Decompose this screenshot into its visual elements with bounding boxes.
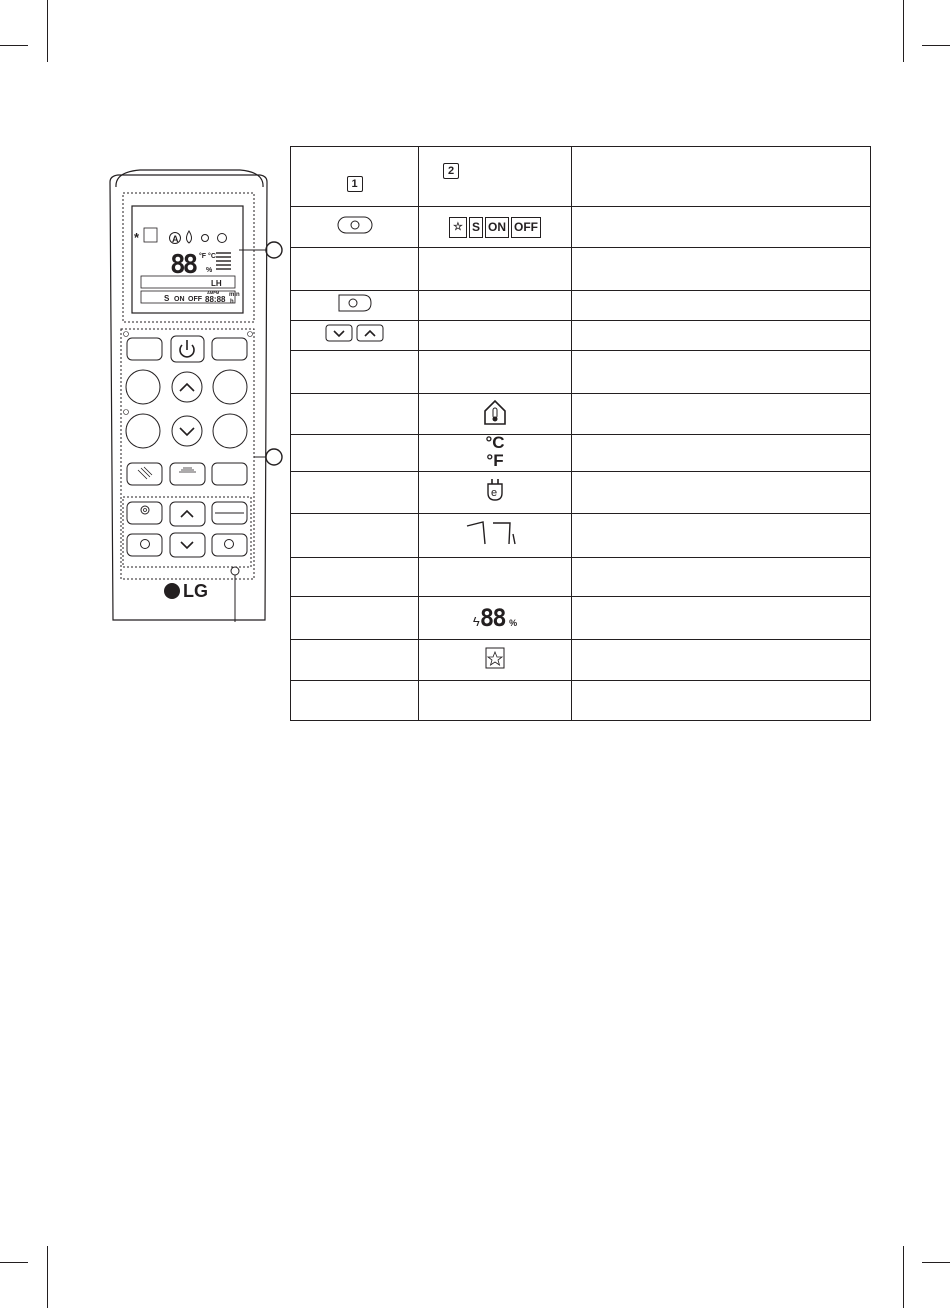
humidity-icon: ϟ	[472, 614, 480, 629]
lcd-ampm: AMPM	[207, 290, 220, 295]
table-row	[291, 514, 871, 558]
lcd-off: OFF	[188, 296, 202, 303]
lcd-pct: %	[206, 267, 213, 274]
lcd-main-digits: 88	[170, 250, 196, 280]
fahrenheit-indicator: °F	[486, 451, 504, 470]
humidity-unit: %	[509, 618, 518, 628]
lcd-on: ON	[174, 296, 185, 303]
table-row	[291, 435, 871, 472]
energy-plug-icon	[485, 477, 505, 503]
table-row	[291, 248, 871, 291]
lcd-units: °F °C	[199, 253, 216, 260]
svg-text:*: *	[134, 230, 140, 245]
celsius-indicator: °C	[485, 433, 505, 452]
alarm-button-icon	[337, 215, 373, 235]
table-row	[291, 291, 871, 321]
lcd-h: h	[230, 299, 234, 305]
table-row	[291, 558, 871, 597]
house-thermometer-icon	[483, 398, 507, 426]
sleep-s-indicator: S	[469, 217, 483, 238]
table-row	[291, 472, 871, 514]
lcd-lh: LH	[211, 279, 222, 288]
lcd-min: min	[229, 292, 240, 298]
vane-position-icon	[465, 520, 525, 546]
crop-mark	[903, 1246, 904, 1308]
table-row	[291, 681, 871, 721]
table-row	[291, 351, 871, 394]
up-down-arrow-icons	[325, 323, 385, 343]
crop-mark	[922, 45, 950, 46]
function-table	[290, 146, 871, 721]
callout-number: 1	[347, 176, 363, 192]
table-row	[291, 321, 871, 351]
lcd-s: S	[164, 294, 170, 303]
callout-number: 2	[443, 163, 459, 179]
star-box-icon	[485, 647, 505, 669]
star-icon: ☆	[449, 217, 467, 238]
crop-mark	[0, 1262, 28, 1263]
table-row	[291, 207, 871, 248]
table-header-row	[291, 147, 871, 207]
humidity-digits: 88	[479, 604, 505, 632]
off-indicator: OFF	[511, 217, 541, 238]
crop-mark	[922, 1262, 950, 1263]
table-row	[291, 394, 871, 435]
table-row	[291, 597, 871, 640]
lg-logo-text: LG	[183, 581, 208, 601]
on-indicator: ON	[485, 217, 509, 238]
remote-control-illustration	[0, 0, 300, 640]
svg-text:e: e	[491, 487, 498, 499]
alarm-button-icon	[337, 292, 373, 314]
crop-mark	[903, 0, 904, 62]
crop-mark	[47, 1246, 48, 1308]
lcd-time: 88:88	[205, 295, 226, 304]
svg-text:A: A	[172, 234, 179, 244]
table-row	[291, 640, 871, 681]
